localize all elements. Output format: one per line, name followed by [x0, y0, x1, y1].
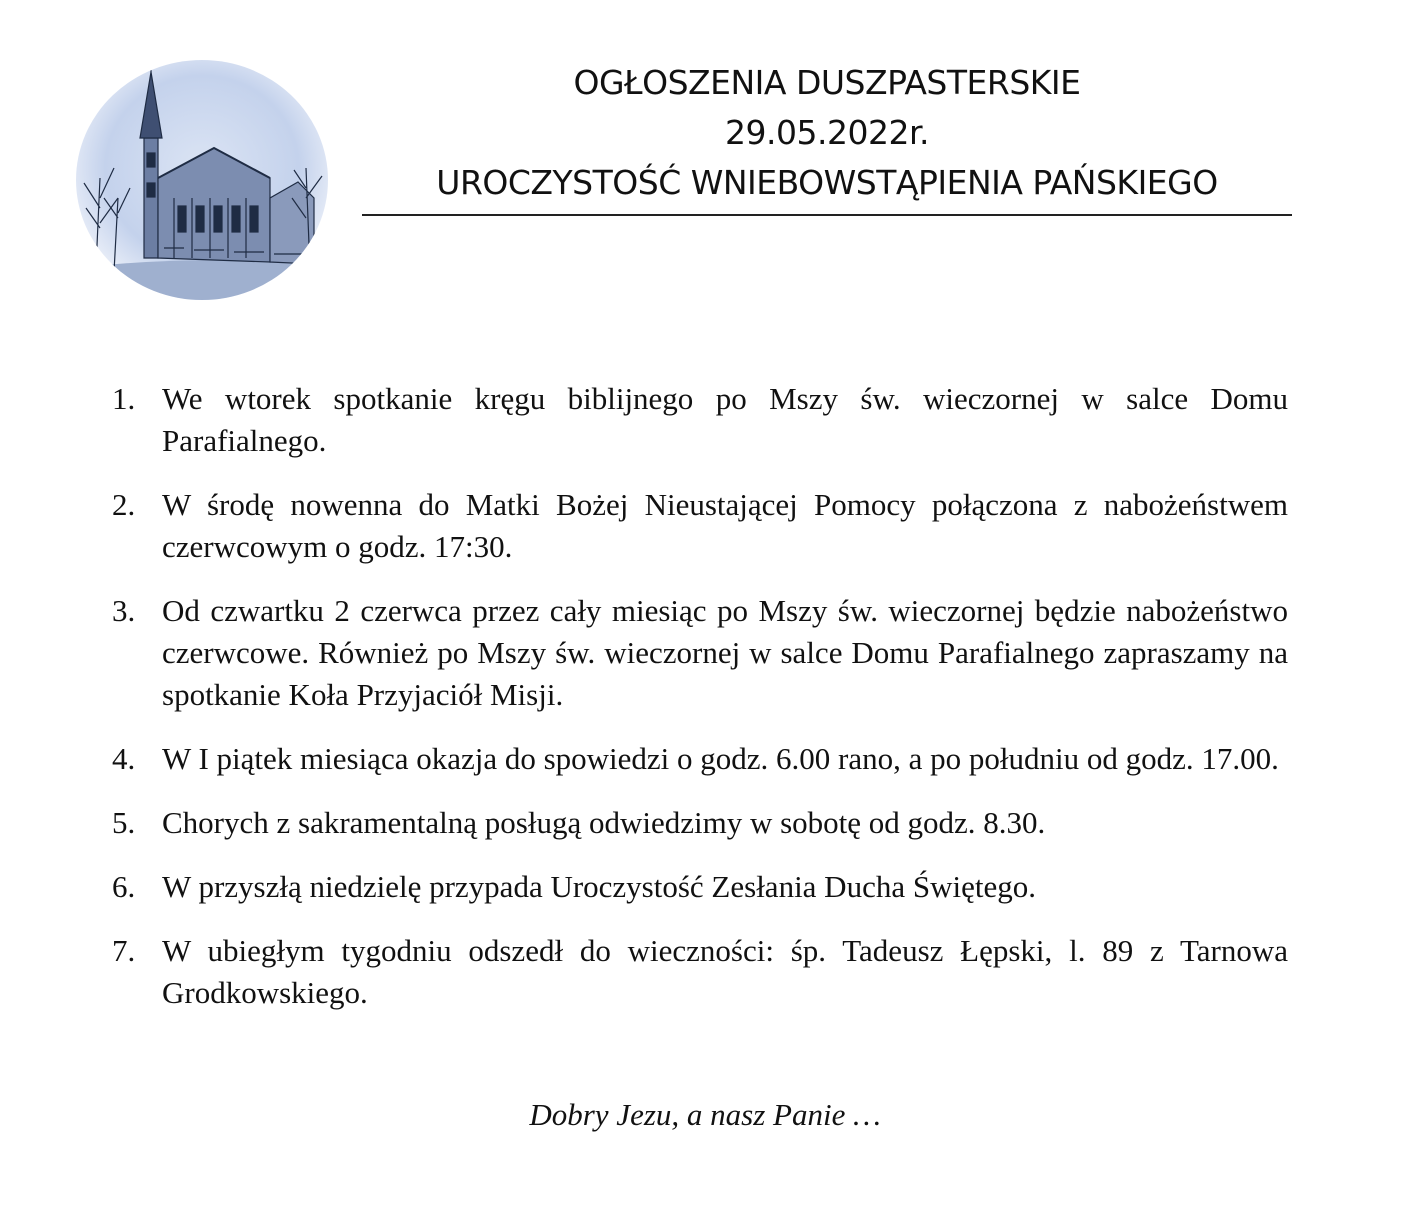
announcement-date: 29.05.2022r. [725, 113, 929, 152]
item-number: 6. [112, 869, 136, 904]
list-item [112, 802, 1288, 844]
item-text: W ubiegłym tygodniu odszedł do wieczności: śp. Tadeusz Łępski, l. 89 z Tarnowa Grodkowskiego. [162, 933, 1288, 1010]
item-text: Od czwartku 2 czerwca przez cały miesiąc po Mszy św. wieczornej będzie nabożeństwo czerwcowe. Również po Mszy św. wieczornej w salce Domu Parafialnego zapraszamy na spotkanie Koła Przyjaciół Misji. [162, 593, 1288, 712]
item-text: Chorych z sakramentalną posługą odwiedzimy w sobotę od godz. 8.30. [162, 805, 1046, 840]
item-number: 3. [112, 593, 136, 628]
item-number: 2. [112, 487, 136, 522]
feast-title: UROCZYSTOŚĆ WNIEBOWSTĄPIENIA PAŃSKIEGO [436, 163, 1218, 202]
header [362, 58, 1292, 216]
item-number: 4. [112, 741, 136, 776]
church-logo-icon [74, 58, 330, 302]
item-number: 7. [112, 933, 136, 968]
item-text: We wtorek spotkanie kręgu biblijnego po Mszy św. wieczornej w salce Domu Parafialnego. [162, 381, 1288, 458]
list-item [112, 378, 1288, 462]
list-item [112, 484, 1288, 568]
item-text: W środę nowenna do Matki Bożej Nieustającej Pomocy połączona z nabożeństwem czerwcowym o godz. 17:30. [162, 487, 1288, 564]
item-text: W I piątek miesiąca okazja do spowiedzi o godz. 6.00 rano, a po południu od godz. 17.00. [162, 741, 1279, 776]
list-item [112, 590, 1288, 716]
item-number: 1. [112, 381, 136, 416]
list-item [112, 866, 1288, 908]
item-number: 5. [112, 805, 136, 840]
header-divider [362, 214, 1292, 216]
item-text: W przyszłą niedzielę przypada Uroczystość Zesłania Ducha Świętego. [162, 869, 1036, 904]
closing-prayer: Dobry Jezu, a nasz Panie … [529, 1097, 881, 1132]
page-title: OGŁOSZENIA DUSZPASTERSKIE [573, 63, 1081, 102]
announcements-list [112, 378, 1288, 1036]
list-item [112, 930, 1288, 1014]
list-item [112, 738, 1288, 780]
